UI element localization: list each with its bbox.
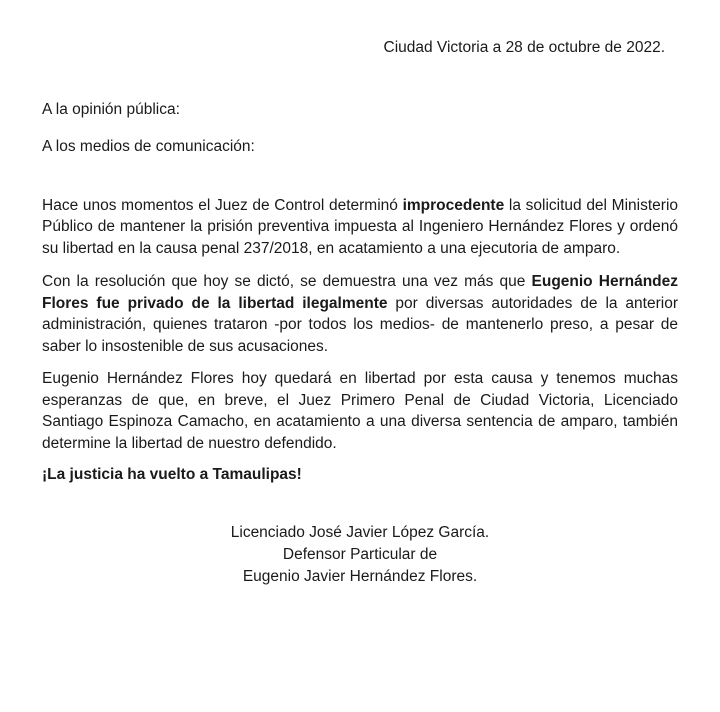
- signature-client: Eugenio Javier Hernández Flores.: [242, 567, 478, 585]
- salutation-media: A los medios de comunicación:: [42, 138, 255, 155]
- date-line: Ciudad Victoria a 28 de octubre de 2022.: [383, 39, 665, 56]
- paragraph-resolution-text-2: por diversas autoridades de la anterior administración, quienes trataron -por todos los medios- de mantenerlo preso, a pesar de saber lo insostenible de sus acusaciones.: [42, 294, 678, 355]
- paragraph-ruling: [42, 195, 678, 260]
- paragraph-resolution: [42, 271, 678, 357]
- signature-role: Defensor Particular de: [282, 545, 438, 563]
- paragraph-resolution-bold: Eugenio Hernández Flores fue privado de la libertad ilegalmente: [42, 273, 678, 312]
- paragraph-ruling-bold: improcedente: [402, 196, 505, 214]
- slogan-line: ¡La justicia ha vuelto a Tamaulipas!: [42, 466, 302, 483]
- paragraph-ruling-text-1: Hace unos momentos el Juez de Control determinó: [42, 196, 403, 214]
- paragraph-resolution-text-1: Con la resolución que hoy se dictó, se demuestra una vez más que: [42, 273, 532, 290]
- paragraph-liberty: [42, 368, 678, 454]
- signature-block: [42, 522, 678, 588]
- signature-name: Licenciado José Javier López García.: [230, 523, 490, 541]
- paragraph-liberty-text: Eugenio Hernández Flores hoy quedará en libertad por esta causa y tenemos muchas esperanzas de que, en breve, el Juez Primero Penal de Ciudad Victoria, Licenciado Santiago Espinoza Camacho, en acatamiento a una diversa sentencia de amparo, también determine la libertad de nuestro defendido.: [42, 370, 678, 452]
- paragraph-ruling-text-2: la solicitud del Ministerio Público de mantener la prisión preventiva impuesta al Ingeniero Hernández Flores y ordenó su libertad en la causa penal 237/2018, en acatamiento a una ejecutoria de amparo.: [42, 196, 679, 257]
- salutation-public-opinion: A la opinión pública:: [42, 100, 180, 118]
